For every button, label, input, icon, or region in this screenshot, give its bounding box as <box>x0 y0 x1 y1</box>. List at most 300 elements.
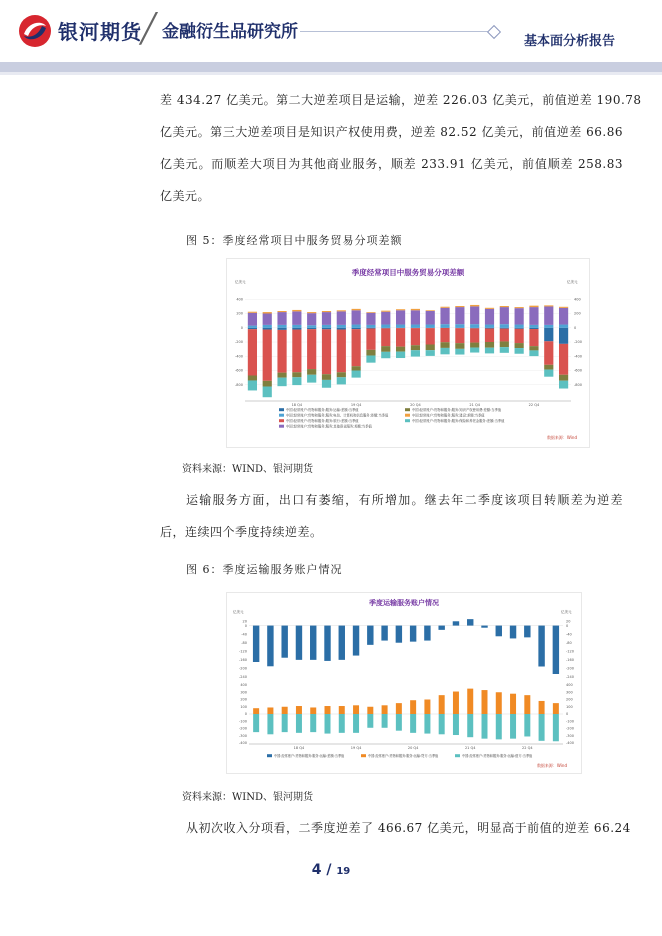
bar-segment <box>292 311 301 325</box>
bar-segment <box>337 377 346 384</box>
bar-segment <box>263 325 272 328</box>
bar-segment <box>529 325 538 328</box>
page-separator: / <box>326 862 332 878</box>
bar-segment <box>322 311 331 312</box>
bar-segment <box>307 313 316 325</box>
bar-credit <box>382 705 388 714</box>
bar-credit <box>339 706 345 714</box>
legend-swatch <box>405 414 410 417</box>
bar-segment <box>277 328 286 330</box>
y-tick-label-right: -200 <box>566 726 574 731</box>
bar-segment <box>440 308 449 324</box>
bar-segment <box>292 328 301 330</box>
bar-debit <box>467 714 473 737</box>
bar-debit <box>339 714 345 733</box>
y-tick-label-left: 100 <box>240 704 247 709</box>
header-band <box>0 62 662 72</box>
y-tick-label-left: 200 <box>240 697 247 702</box>
bar <box>367 626 373 645</box>
bar-credit <box>396 703 402 714</box>
bar <box>524 626 530 638</box>
bar-segment <box>352 366 361 370</box>
bar-segment <box>544 341 553 365</box>
bar-segment <box>500 307 509 324</box>
x-tick-label: 22 Q4 <box>522 746 533 750</box>
bar-credit <box>524 695 530 714</box>
text-line: 后，连续四个季度持续逆差。 <box>160 525 323 539</box>
bar-segment <box>292 325 301 328</box>
y-tick-label-right: 100 <box>566 704 573 709</box>
bar-segment <box>307 312 316 313</box>
bar-segment <box>396 309 405 310</box>
bar-segment <box>485 342 494 348</box>
bar-segment <box>500 306 509 307</box>
bar-credit <box>282 707 288 714</box>
bar-segment <box>470 305 479 306</box>
bar-segment <box>500 329 509 342</box>
text-line: 差 434.27 亿美元。第二大逆差项目是运输，逆差 226.03 亿美元，前值逆差 190.78 <box>160 93 642 107</box>
bar <box>467 619 473 625</box>
bar-segment <box>381 311 390 312</box>
bar-segment <box>529 307 538 325</box>
bar-segment <box>529 328 538 329</box>
text-line: 亿美元。 <box>160 189 211 203</box>
bar-segment <box>322 329 331 374</box>
y-tick-label-right: -160 <box>566 658 574 663</box>
y-tick-label-left: -240 <box>239 675 247 680</box>
bar-segment <box>500 328 509 329</box>
y-tick-label-left: -100 <box>239 719 247 724</box>
bar-segment <box>307 325 316 327</box>
x-tick-label: 21 Q4 <box>464 746 476 750</box>
page-header <box>0 0 662 66</box>
bar-segment <box>440 307 449 308</box>
y-tick-label-right: 0 <box>566 623 569 628</box>
bar-segment <box>440 328 449 342</box>
bar-segment <box>515 307 524 308</box>
bar-segment <box>470 348 479 353</box>
bar-segment <box>470 324 479 328</box>
bar-segment <box>440 324 449 328</box>
y-tick-label-right: -240 <box>566 675 574 680</box>
legend-swatch <box>455 754 460 757</box>
bar-debit <box>439 714 445 734</box>
bar-segment <box>248 326 257 328</box>
y-tick-label-right: -80 <box>566 640 572 645</box>
bar-segment <box>529 306 538 307</box>
legend-swatch <box>405 408 410 411</box>
bar-segment <box>470 343 479 348</box>
bar-segment <box>470 328 479 329</box>
bar-segment <box>544 306 553 324</box>
bar-segment <box>544 365 553 370</box>
bar-segment <box>263 314 272 325</box>
bar-segment <box>366 328 375 349</box>
bar-credit <box>539 701 545 714</box>
bar-segment <box>470 306 479 324</box>
bar-segment <box>322 325 331 328</box>
services-balance-chart <box>227 259 589 447</box>
bar-debit <box>396 714 402 731</box>
legend-swatch <box>361 754 366 757</box>
bar-segment <box>352 325 361 328</box>
bar-segment <box>411 310 420 324</box>
bar-segment <box>366 328 375 329</box>
page-number: 4 <box>311 862 322 878</box>
transport-account-chart <box>227 593 581 773</box>
x-tick-label: 21 Q4 <box>469 403 480 407</box>
bar-segment <box>515 343 524 348</box>
y-tick-label-left: -200 <box>239 726 247 731</box>
bar-segment <box>292 377 301 385</box>
bar-segment <box>559 308 568 325</box>
bar <box>438 626 444 630</box>
bar-segment <box>485 309 494 325</box>
bar-segment <box>529 350 538 356</box>
header-band-shadow <box>0 72 662 75</box>
bar-segment <box>396 328 405 347</box>
bar-segment <box>263 312 272 313</box>
institute-name: 金融衍生品研究所 <box>162 22 298 42</box>
bar-segment <box>307 375 316 383</box>
y-tick-label-right: -400 <box>574 354 582 359</box>
bar-segment <box>515 329 524 343</box>
bar-segment <box>277 330 286 373</box>
legend-label: 中国:经常账户:货物和服务:服务:运输:贷方:当季值 <box>368 754 439 758</box>
y-tick-label-left: 400 <box>236 297 243 302</box>
bar-segment <box>411 325 420 328</box>
legend-swatch <box>279 425 284 428</box>
bar-segment <box>352 329 361 366</box>
y-axis-unit-right: 亿美元 <box>567 280 578 284</box>
figure-6-chart <box>226 592 582 774</box>
bar-debit <box>539 714 545 741</box>
brand-name: 银河期货 <box>58 20 142 44</box>
bar-debit <box>253 714 259 732</box>
bar-segment <box>411 328 420 345</box>
y-tick-label-left: -200 <box>239 666 247 671</box>
brand-divider: ╱ <box>140 12 157 45</box>
bar-segment <box>337 325 346 328</box>
text-line: 运输服务方面，出口有萎缩，有所增加。继去年二季度该项目转顺差为逆差 <box>186 493 623 507</box>
bar-debit <box>296 714 302 733</box>
bar-segment <box>559 307 568 308</box>
bar-segment <box>470 328 479 342</box>
bar-debit <box>424 714 430 734</box>
bar-segment <box>515 348 524 354</box>
bar-segment <box>559 375 568 381</box>
bar-segment <box>500 347 509 353</box>
bar-segment <box>292 372 301 377</box>
y-tick-label-right: -400 <box>566 741 574 746</box>
bar-segment <box>455 349 464 355</box>
bar-credit <box>267 707 273 714</box>
text-line: 亿美元。第三大逆差项目是知识产权使用费，逆差 82.52 亿美元，前值逆差 66.86 <box>160 125 623 139</box>
bar-debit <box>482 714 488 739</box>
bar-debit <box>410 714 416 733</box>
y-tick-label-left: -800 <box>235 382 243 387</box>
bar-segment <box>248 313 257 326</box>
chart-watermark: 数据来源：Wind <box>536 763 567 768</box>
y-tick-label-left: -160 <box>239 658 247 663</box>
legend-label: 中国:经常账户:货物和服务:服务:知识产权使用费:差额:当季值 <box>412 408 502 412</box>
x-tick-label: 18 Q4 <box>293 746 305 750</box>
bar <box>353 626 359 656</box>
bar-segment <box>529 346 538 350</box>
bar-segment <box>559 344 568 375</box>
bar-segment <box>366 312 375 313</box>
bar-debit <box>325 714 331 734</box>
y-tick-label-right: 200 <box>574 311 581 316</box>
bar-segment <box>544 370 553 377</box>
bar-segment <box>455 324 464 328</box>
legend-swatch <box>279 408 284 411</box>
bar-credit <box>353 705 359 714</box>
bar-segment <box>322 380 331 388</box>
chart-title: 季度运输服务账户情况 <box>369 599 439 607</box>
legend-swatch <box>279 419 284 422</box>
bar-segment <box>352 371 361 378</box>
y-tick-label-left: -40 <box>241 632 247 637</box>
bar-segment <box>559 381 568 389</box>
legend-label: 中国:经常账户:货物和服务:服务:旅行:差额:当季值 <box>286 419 359 423</box>
header-diamond-icon <box>487 25 501 39</box>
bar-segment <box>440 342 449 348</box>
bar-segment <box>248 328 257 329</box>
y-tick-label-right: 200 <box>566 697 573 702</box>
bar-credit <box>553 703 559 714</box>
x-tick-label: 20 Q4 <box>407 746 419 750</box>
bar-segment <box>455 328 464 343</box>
bar <box>410 626 416 642</box>
x-tick-label: 18 Q4 <box>291 403 303 407</box>
report-type: 基本面分析报告 <box>524 34 616 49</box>
bar-segment <box>544 328 553 342</box>
legend-swatch <box>405 419 410 422</box>
bar-segment <box>248 375 257 380</box>
y-tick-label-right: -120 <box>566 649 574 654</box>
bar-segment <box>455 343 464 349</box>
bar-segment <box>515 308 524 324</box>
y-tick-label-right: -300 <box>566 733 574 738</box>
bar-segment <box>263 328 272 330</box>
bar-segment <box>485 325 494 328</box>
bar-debit <box>453 714 459 735</box>
bar-segment <box>381 328 390 329</box>
bar-segment <box>292 330 301 373</box>
bar <box>496 626 502 637</box>
bar-segment <box>426 350 435 356</box>
bar-credit <box>482 690 488 714</box>
bar-segment <box>411 350 420 356</box>
bar-segment <box>307 328 316 329</box>
bar-segment <box>411 309 420 310</box>
bar-segment <box>544 305 553 306</box>
bar-segment <box>366 325 375 328</box>
bar-segment <box>263 330 272 381</box>
x-tick-label: 20 Q4 <box>410 403 421 407</box>
legend-label: 中国:经常账户:货物和服务:服务:运输:借方:当季值 <box>462 754 533 758</box>
bar-segment <box>248 312 257 313</box>
bar <box>553 626 559 674</box>
bar-segment <box>292 310 301 311</box>
bar-segment <box>515 328 524 329</box>
bar-segment <box>396 310 405 324</box>
bar-debit <box>310 714 316 732</box>
bar <box>324 626 330 661</box>
legend-swatch <box>267 754 272 757</box>
bar <box>281 626 287 658</box>
bar-segment <box>337 311 346 325</box>
y-tick-label-right: -40 <box>566 632 572 637</box>
bar <box>253 626 259 662</box>
bar-debit <box>267 714 273 734</box>
bar-segment <box>337 330 346 373</box>
y-tick-label-left: 0 <box>244 623 247 628</box>
bar-segment <box>485 328 494 329</box>
x-tick-label: 22 Q4 <box>528 403 540 407</box>
bar-segment <box>426 310 435 311</box>
bar-segment <box>411 345 420 350</box>
y-tick-label-left: 0 <box>244 712 247 717</box>
bar-segment <box>248 380 257 390</box>
y-tick-label-right: 0 <box>566 712 569 717</box>
y-tick-label-right: -800 <box>574 382 582 387</box>
bar-segment <box>396 347 405 352</box>
legend-label: 中国:经常账户:货物和服务:服务:运输:差额:当季值 <box>274 754 345 758</box>
bar-segment <box>352 309 361 310</box>
bar-credit <box>253 708 259 714</box>
legend-label: 中国:经常账户:货物和服务:服务:电信、计算机和信息服务:差额:当季值 <box>286 413 389 418</box>
bar <box>538 626 544 667</box>
bar-debit <box>382 714 388 728</box>
header-rule <box>300 31 488 32</box>
bar-segment <box>322 374 331 380</box>
bar-credit <box>410 700 416 714</box>
bar-debit <box>353 714 359 733</box>
legend-label: 中国:经常账户:货物和服务:服务:建设:差额:当季值 <box>412 413 485 418</box>
y-tick-label-left: 200 <box>236 311 243 316</box>
bar-segment <box>277 311 286 312</box>
bar-segment <box>485 348 494 354</box>
bar-segment <box>381 325 390 328</box>
y-tick-label-left: 300 <box>240 690 247 695</box>
bar-segment <box>500 324 509 328</box>
bar-credit <box>510 694 516 714</box>
bar <box>339 626 345 660</box>
page-footer <box>0 862 662 878</box>
bar <box>267 626 273 667</box>
y-tick-label-left: -400 <box>239 741 247 746</box>
bar-debit <box>282 714 288 732</box>
bar-segment <box>277 373 286 378</box>
galaxy-logo-icon <box>18 14 52 48</box>
bar-credit <box>496 692 502 714</box>
bar-segment <box>381 352 390 358</box>
bar-credit <box>367 707 373 714</box>
bar-segment <box>381 346 390 352</box>
bar-segment <box>337 310 346 311</box>
bar-segment <box>366 350 375 356</box>
bar-credit <box>424 700 430 715</box>
bar <box>310 626 316 660</box>
y-axis-unit-left: 亿美元 <box>235 280 246 284</box>
y-axis-unit-right: 亿美元 <box>561 610 572 614</box>
y-axis-unit-left: 亿美元 <box>233 610 244 614</box>
y-tick-label-right: 300 <box>566 690 573 695</box>
bar-segment <box>500 341 509 347</box>
bar-segment <box>515 325 524 328</box>
paragraph-services-balance <box>160 84 642 212</box>
bar-segment <box>352 310 361 324</box>
bar-segment <box>277 325 286 328</box>
y-tick-label-left: -300 <box>239 733 247 738</box>
legend-swatch <box>279 414 284 417</box>
bar-credit <box>310 707 316 714</box>
bar-segment <box>396 352 405 358</box>
bar-segment <box>381 328 390 346</box>
bar-segment <box>455 306 464 307</box>
bar-segment <box>381 312 390 325</box>
figure-6-caption: 图 6：季度运输服务账户情况 <box>186 563 343 576</box>
y-tick-label-left: -400 <box>235 354 243 359</box>
figure-5-caption: 图 5：季度经常项目中服务贸易分项差额 <box>186 234 403 247</box>
bar <box>424 626 430 641</box>
bar-segment <box>426 328 435 344</box>
bar-credit <box>453 692 459 714</box>
bar-debit <box>496 714 502 739</box>
y-tick-label-right: 20 <box>566 619 571 624</box>
bar-segment <box>366 356 375 363</box>
bar-segment <box>485 328 494 342</box>
bar-credit <box>467 689 473 714</box>
text-line: 从初次收入分项看，二季度逆差了 466.67 亿美元，明显高于前值的逆差 66.24 <box>186 821 631 835</box>
figure-6-source: 资料来源：WIND、银河期货 <box>182 792 313 803</box>
bar-segment <box>322 328 331 330</box>
bar-debit <box>510 714 516 739</box>
bar-segment <box>426 311 435 325</box>
bar <box>381 626 387 641</box>
bar-segment <box>263 381 272 387</box>
y-tick-label-right: 400 <box>574 297 581 302</box>
bar-segment <box>366 313 375 325</box>
bar-credit <box>439 695 445 714</box>
x-tick-label: 19 Q4 <box>350 403 362 407</box>
figure-5-source: 资料来源：WIND、银河期货 <box>182 464 313 475</box>
bar-segment <box>277 378 286 387</box>
bar-debit <box>553 714 559 741</box>
y-tick-label-right: -200 <box>566 666 574 671</box>
bar-segment <box>337 372 346 377</box>
bar <box>296 626 302 660</box>
y-tick-label-left: 20 <box>242 619 247 624</box>
paragraph-transport <box>160 484 623 548</box>
bar-segment <box>352 328 361 329</box>
bar-segment <box>544 325 553 328</box>
bar-segment <box>559 325 568 328</box>
bar-credit <box>325 706 331 714</box>
bar-debit <box>367 714 373 728</box>
bar-segment <box>485 308 494 309</box>
chart-title: 季度经常项目中服务贸易分项差额 <box>351 268 465 277</box>
y-tick-label-right: -600 <box>574 368 582 373</box>
bar-segment <box>307 369 316 375</box>
bar-debit <box>524 714 530 736</box>
y-tick-label-left: -600 <box>235 368 243 373</box>
paragraph-primary-income <box>160 812 631 844</box>
bar <box>510 626 516 639</box>
bar-credit <box>296 706 302 714</box>
